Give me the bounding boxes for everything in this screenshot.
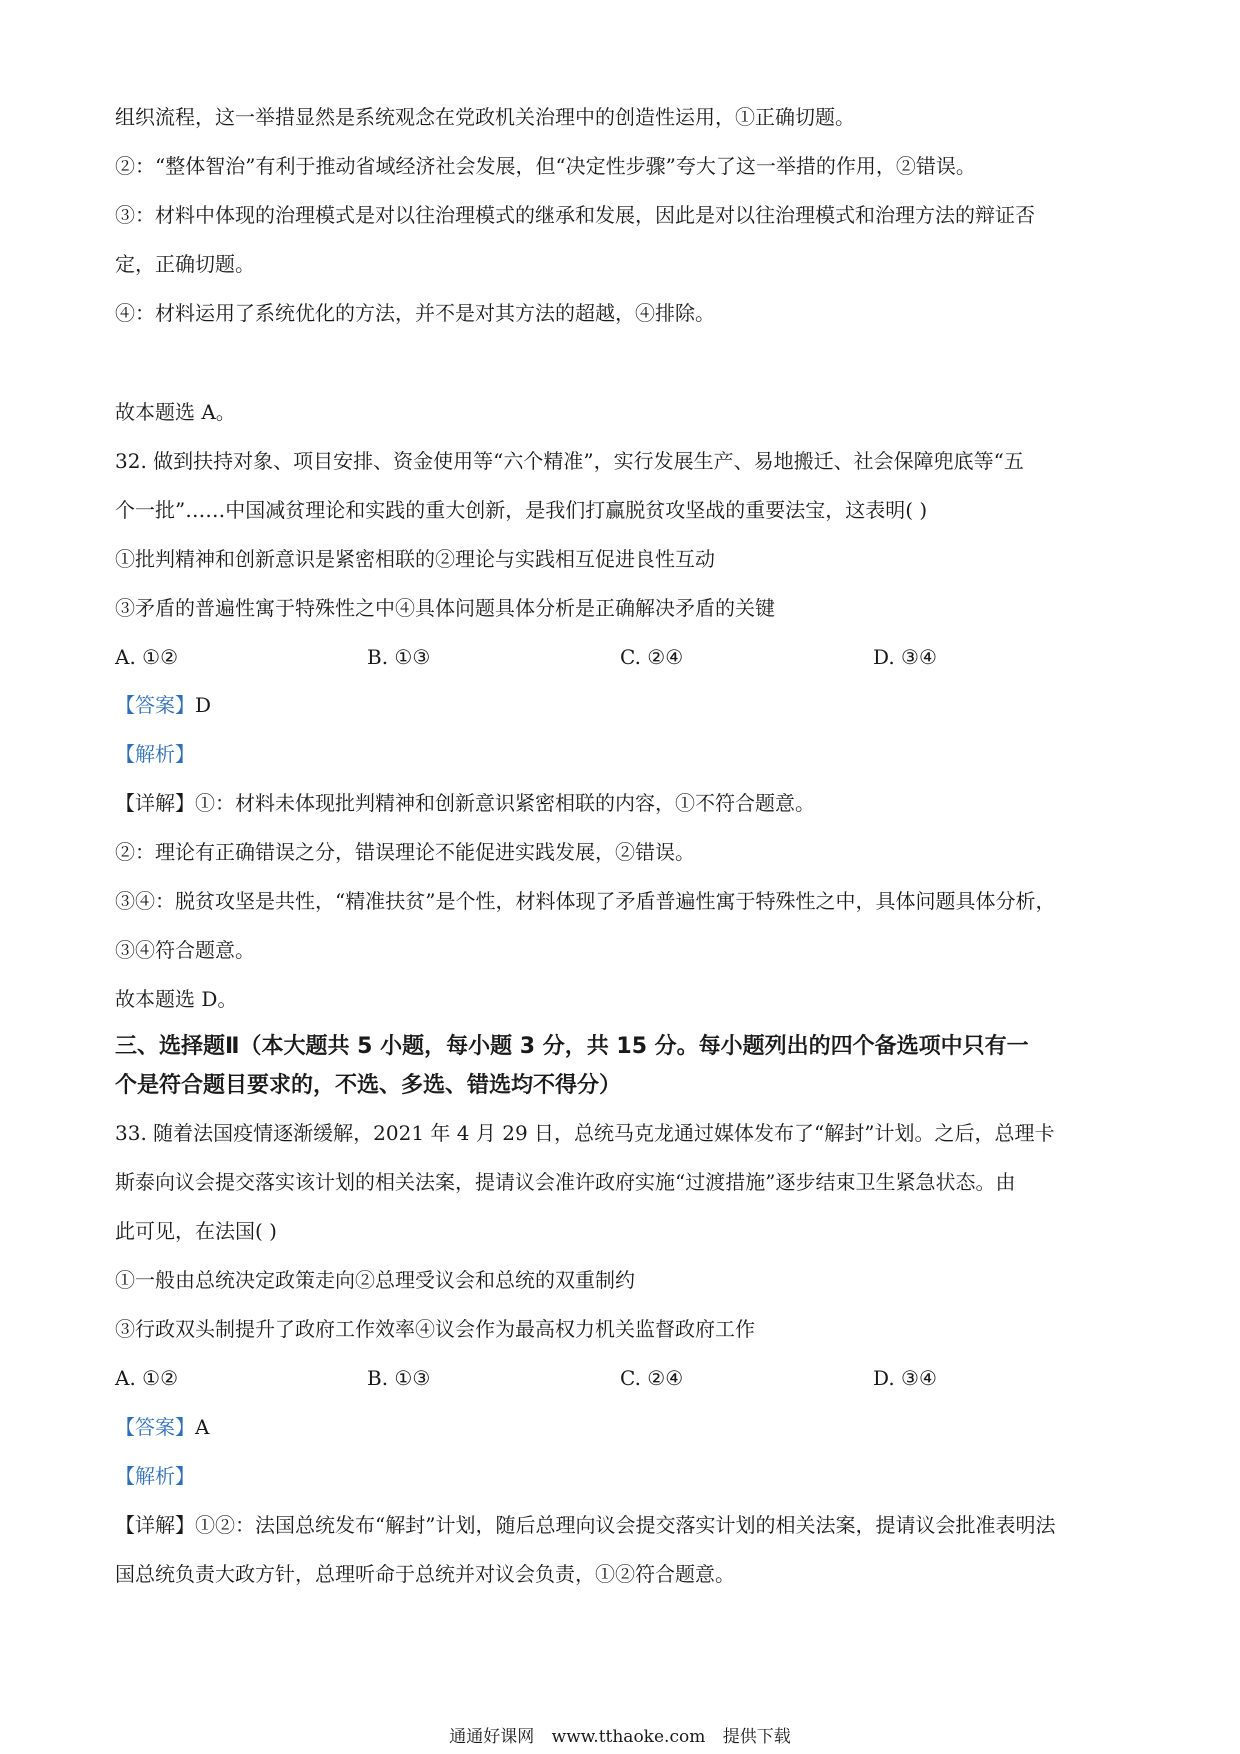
option-d: D. ③④ <box>873 1366 937 1390</box>
conclusion-line: 故本题选 D。 <box>115 987 238 1011</box>
answer-line <box>115 1414 1125 1440</box>
analysis-label-text: 【解析】 <box>115 742 195 766</box>
answer-value: D <box>195 693 212 717</box>
analysis-label <box>115 741 1125 767</box>
answer-line <box>115 692 1125 718</box>
option-d: D. ③④ <box>873 645 937 669</box>
answer-value: A <box>195 1415 210 1439</box>
conclusion-line: 故本题选 A。 <box>115 400 236 424</box>
detail-line <box>115 1512 1125 1538</box>
detail-line <box>115 790 1125 816</box>
option-a: A. ①② <box>115 1366 179 1390</box>
question-stem: 此可见，在法国( ) <box>115 1219 277 1243</box>
question-stem: 个一批”……中国减贫理论和实践的重大创新，是我们打赢脱贫攻坚战的重要法宝，这表明( ) <box>115 498 928 522</box>
analysis-label-text: 【解析】 <box>115 1464 195 1488</box>
question-item: ③矛盾的普遍性寓于特殊性之中④具体问题具体分析是正确解决矛盾的关键 <box>115 596 775 620</box>
explanation-line: ③：材料中体现的治理模式是对以往治理模式的继承和发展，因此是对以往治理模式和治理方法的辩证否 <box>115 203 1035 227</box>
answer-label: 【答案】 <box>115 1415 195 1439</box>
detail-text: ①②：法国总统发布“解封”计划，随后总理向议会提交落实计划的相关法案，提请议会批准表明法 <box>195 1513 1056 1537</box>
explanation-line: ②：“整体智治”有利于推动省域经济社会发展，但“决定性步骤”夸大了这一举措的作用，②错误。 <box>115 154 976 178</box>
footer-url[interactable]: www.tthaoke.com <box>551 1727 706 1747</box>
footer-suffix: 提供下载 <box>722 1727 791 1747</box>
detail-label: 【详解】 <box>115 1513 195 1537</box>
option-a: A. ①② <box>115 645 179 669</box>
explanation-line: ④：材料运用了系统优化的方法，并不是对其方法的超越，④排除。 <box>115 301 715 325</box>
question-stem: 33. 随着法国疫情逐渐缓解，2021 年 4 月 29 日，总统马克龙通过媒体发布了“解封”计划。之后，总理卡 <box>115 1121 1055 1145</box>
detail-text: ①：材料未体现批判精神和创新意识紧密相联的内容，①不符合题意。 <box>195 791 815 815</box>
explanation-line: 组织流程，这一举措显然是系统观念在党政机关治理中的创造性运用，①正确切题。 <box>115 105 855 129</box>
question-item: ①一般由总统决定政策走向②总理受议会和总统的双重制约 <box>115 1268 635 1292</box>
question-item: ①批判精神和创新意识是紧密相联的②理论与实践相互促进良性互动 <box>115 547 715 571</box>
option-row <box>115 644 1125 670</box>
section-heading: 三、选择题Ⅱ（本大题共 5 小题，每小题 3 分，共 15 分。每小题列出的四个备选项中只有一 <box>115 1034 1029 1059</box>
analysis-label <box>115 1463 1125 1489</box>
section-heading: 个是符合题目要求的，不选、多选、错选均不得分） <box>115 1073 622 1098</box>
detail-line: 国总统负责大政方针，总理听命于总统并对议会负责，①②符合题意。 <box>115 1562 735 1586</box>
option-b: B. ①③ <box>367 1366 431 1390</box>
page-footer <box>0 1726 1240 1748</box>
option-b: B. ①③ <box>367 645 431 669</box>
option-row <box>115 1365 1125 1391</box>
detail-line: ②：理论有正确错误之分，错误理论不能促进实践发展，②错误。 <box>115 840 695 864</box>
question-stem: 32. 做到扶持对象、项目安排、资金使用等“六个精准”，实行发展生产、易地搬迁、社会保障兜底等“五 <box>115 449 1024 473</box>
answer-label: 【答案】 <box>115 693 195 717</box>
footer-site-name: 通通好课网 <box>449 1727 535 1747</box>
detail-label: 【详解】 <box>115 791 195 815</box>
explanation-line: 定，正确切题。 <box>115 252 255 276</box>
question-stem: 斯泰向议会提交落实该计划的相关法案，提请议会准许政府实施“过渡措施”逐步结束卫生紧急状态。由 <box>115 1170 1016 1194</box>
option-c: C. ②④ <box>620 1366 684 1390</box>
question-item: ③行政双头制提升了政府工作效率④议会作为最高权力机关监督政府工作 <box>115 1317 755 1341</box>
detail-line: ③④符合题意。 <box>115 938 255 962</box>
detail-line: ③④：脱贫攻坚是共性，“精准扶贫”是个性，材料体现了矛盾普遍性寓于特殊性之中，具体问题具体分析， <box>115 889 1056 913</box>
option-c: C. ②④ <box>620 645 684 669</box>
